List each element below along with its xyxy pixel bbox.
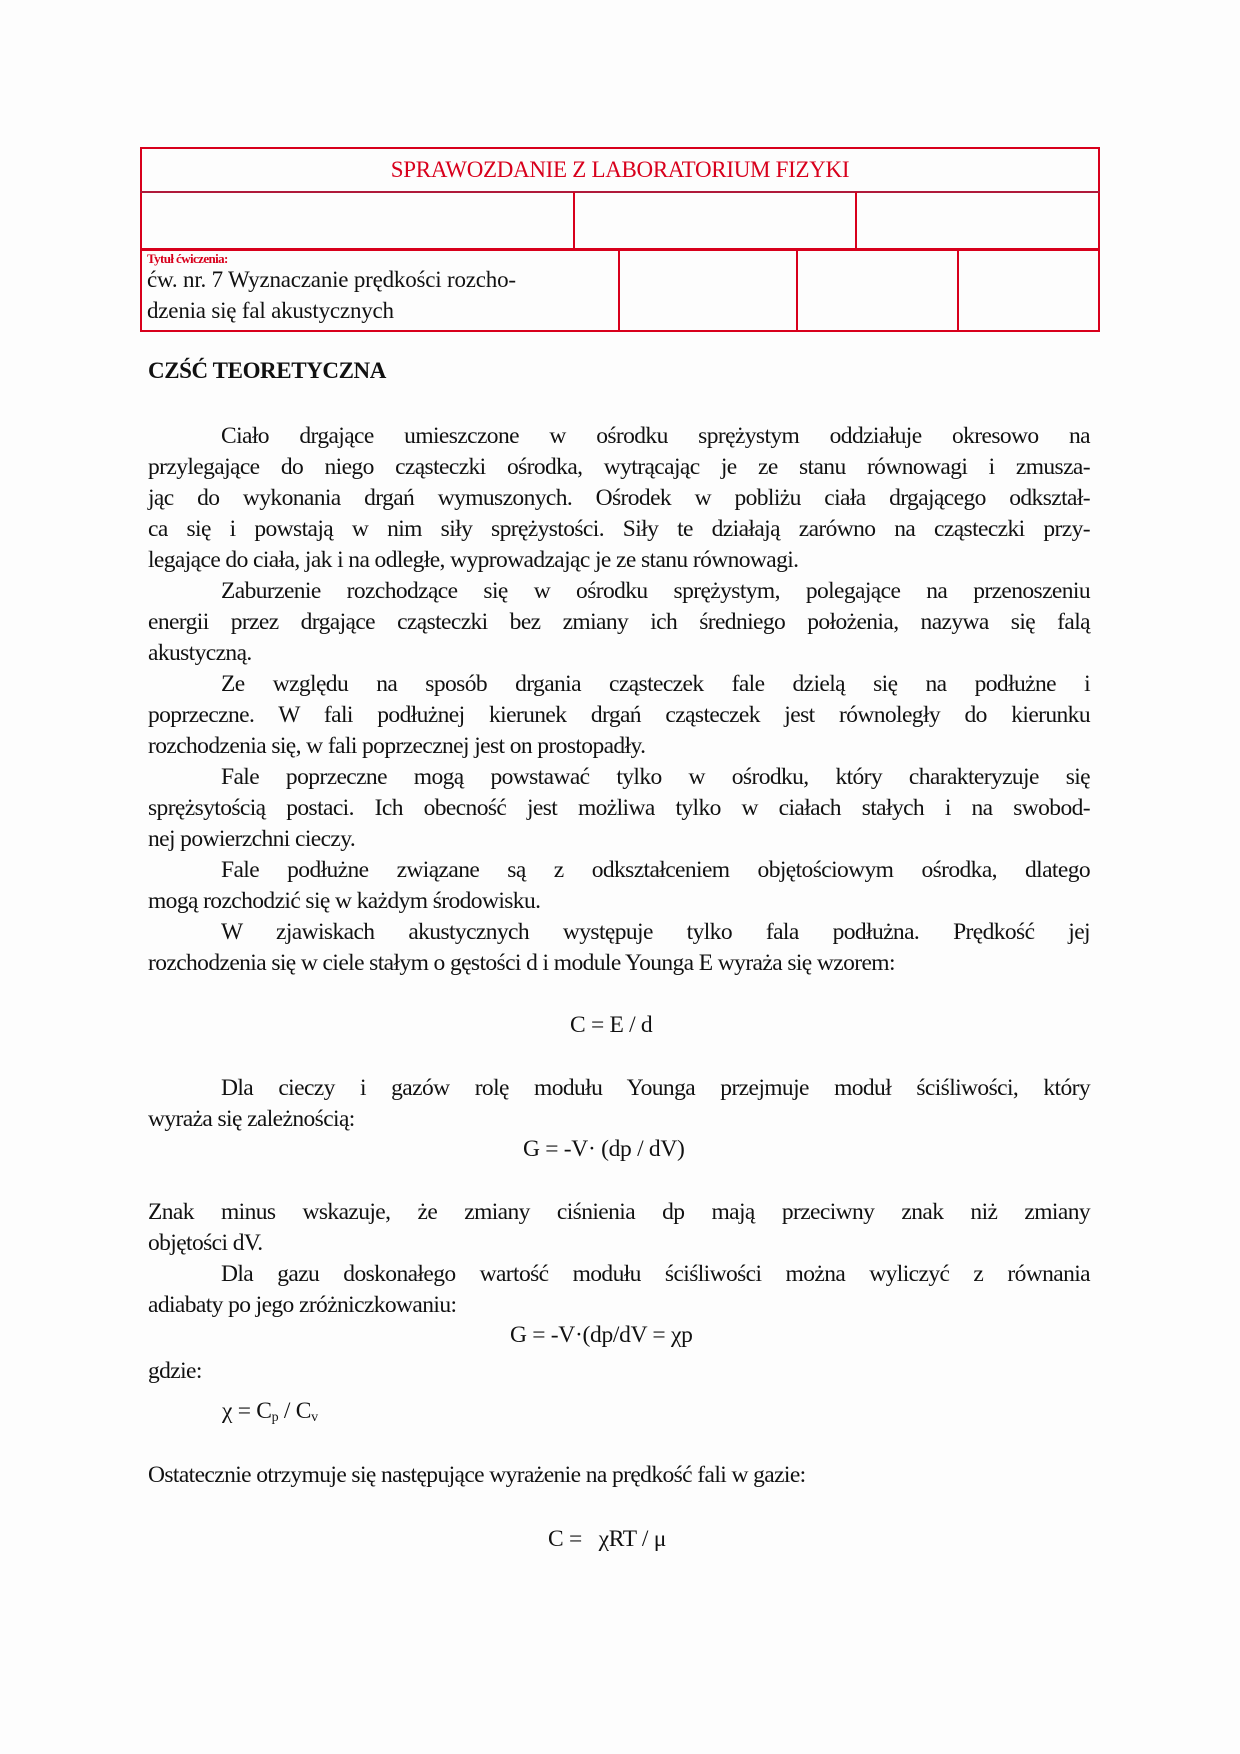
col-divider-r2-1 <box>573 192 575 249</box>
col-divider-r2-2 <box>855 192 857 249</box>
row-divider-2 <box>140 248 1100 251</box>
col-divider-r3-1 <box>618 250 620 331</box>
paragraph-line: rozchodzenia się w ciele stałym o gęstości d i module Younga E wyraża się wzorem: <box>148 950 895 976</box>
subscript-v: v <box>311 1410 318 1425</box>
table-border-bottom <box>140 330 1100 332</box>
formula-bulk-modulus: G = -V· (dp / dV) <box>523 1136 685 1162</box>
exercise-title-label: Tytuł ćwiczenia: <box>147 251 228 266</box>
paragraph-line: sprężsytością postaci. Ich obecność jest możliwa tylko w ciałach stałych i na swobod- <box>148 795 1090 821</box>
formula-wave-speed-solid: C = E / d <box>570 1012 653 1038</box>
exercise-title-line-2: dzenia się fal akustycznych <box>147 298 394 323</box>
paragraph-line: Zaburzenie rozchodzące się w ośrodku sprężystym, polegające na przenoszeniu <box>221 578 1090 604</box>
paragraph-line: W zjawiskach akustycznych występuje tylko fala podłużna. Prędkość jej <box>221 919 1090 945</box>
paragraph-line: Znak minus wskazuje, że zmiany ciśnienia dp mają przeciwny znak niż zmiany <box>148 1199 1090 1225</box>
paragraph-line: rozchodzenia się, w fali poprzecznej jest on prostopadły. <box>148 733 646 759</box>
paragraph-line: adiabaty po jego zróżniczkowaniu: <box>148 1292 457 1318</box>
formula-wave-speed-gas: C = χRT / μ <box>548 1526 667 1552</box>
paragraph-line: Dla gazu doskonałego wartość modułu ściśliwości można wyliczyć z równania <box>221 1261 1090 1287</box>
paragraph-line: Fale poprzeczne mogą powstawać tylko w ośrodku, który charakteryzuje się <box>221 764 1090 790</box>
formula-part: χ = C <box>222 1398 272 1424</box>
paragraph-line: Dla cieczy i gazów rolę modułu Younga przejmuje moduł ściśliwości, który <box>221 1075 1090 1101</box>
paragraph-line: nej powierzchni cieczy. <box>148 826 356 852</box>
formula-ideal-gas-modulus: G = -V·(dp/dV = χp <box>510 1322 693 1348</box>
col-divider-r3-2 <box>796 250 798 331</box>
col-divider-r3-3 <box>957 250 959 331</box>
formula-part: / C <box>278 1398 312 1424</box>
section-heading: CZŚĆ TEORETYCZNA <box>148 358 386 383</box>
report-header-table <box>140 147 1100 332</box>
paragraph-line: objętości dV. <box>148 1230 263 1256</box>
paragraph-line: Ciało drgające umieszczone w ośrodku sprężystym oddziałuje okresowo na <box>221 423 1090 449</box>
exercise-title-line-1: ćw. nr. 7 Wyznaczanie prędkości rozcho- <box>147 267 516 292</box>
paragraph-line: Fale podłużne związane są z odkształceniem objętościowym ośrodka, dlatego <box>221 857 1090 883</box>
paragraph-line: mogą rozchodzić się w każdym środowisku. <box>148 888 541 914</box>
paragraph-line: akustyczną. <box>148 640 252 666</box>
paragraph-line: wyraża się zależnością: <box>148 1106 355 1132</box>
subscript-p: p <box>271 1410 279 1425</box>
paragraph-line: Ostatecznie otrzymuje się następujące wyrażenie na prędkość fali w gazie: <box>148 1462 806 1488</box>
paragraph-line: gdzie: <box>148 1358 202 1384</box>
paragraph-line: jąc do wykonania drgań wymuszonych. Ośrodek w pobliżu ciała drgającego odkształ- <box>148 485 1090 511</box>
paragraph-line: energii przez drgające cząsteczki bez zmiany ich średniego położenia, nazywa się falą <box>148 609 1090 635</box>
paragraph-line: ca się i powstają w nim siły sprężystości. Siły te działają zarówno na cząsteczki przy- <box>148 516 1090 542</box>
paragraph-line: legające do ciała, jak i na odległe, wyprowadzając je ze stanu równowagi. <box>148 547 799 573</box>
report-title: SPRAWOZDANIE Z LABORATORIUM FIZYKI <box>390 156 850 182</box>
paragraph-line: przylegające do niego cząsteczki ośrodka, wytrącając je ze stanu równowagi i zmusza- <box>148 454 1090 480</box>
paragraph-line: poprzeczne. W fali podłużnej kierunek drgań cząsteczek jest równoległy do kierunku <box>148 702 1090 728</box>
paragraph-line: Ze względu na sposób drgania cząsteczek fale dzielą się na podłużne i <box>221 671 1090 697</box>
formula-heat-capacity-ratio <box>222 1398 318 1426</box>
